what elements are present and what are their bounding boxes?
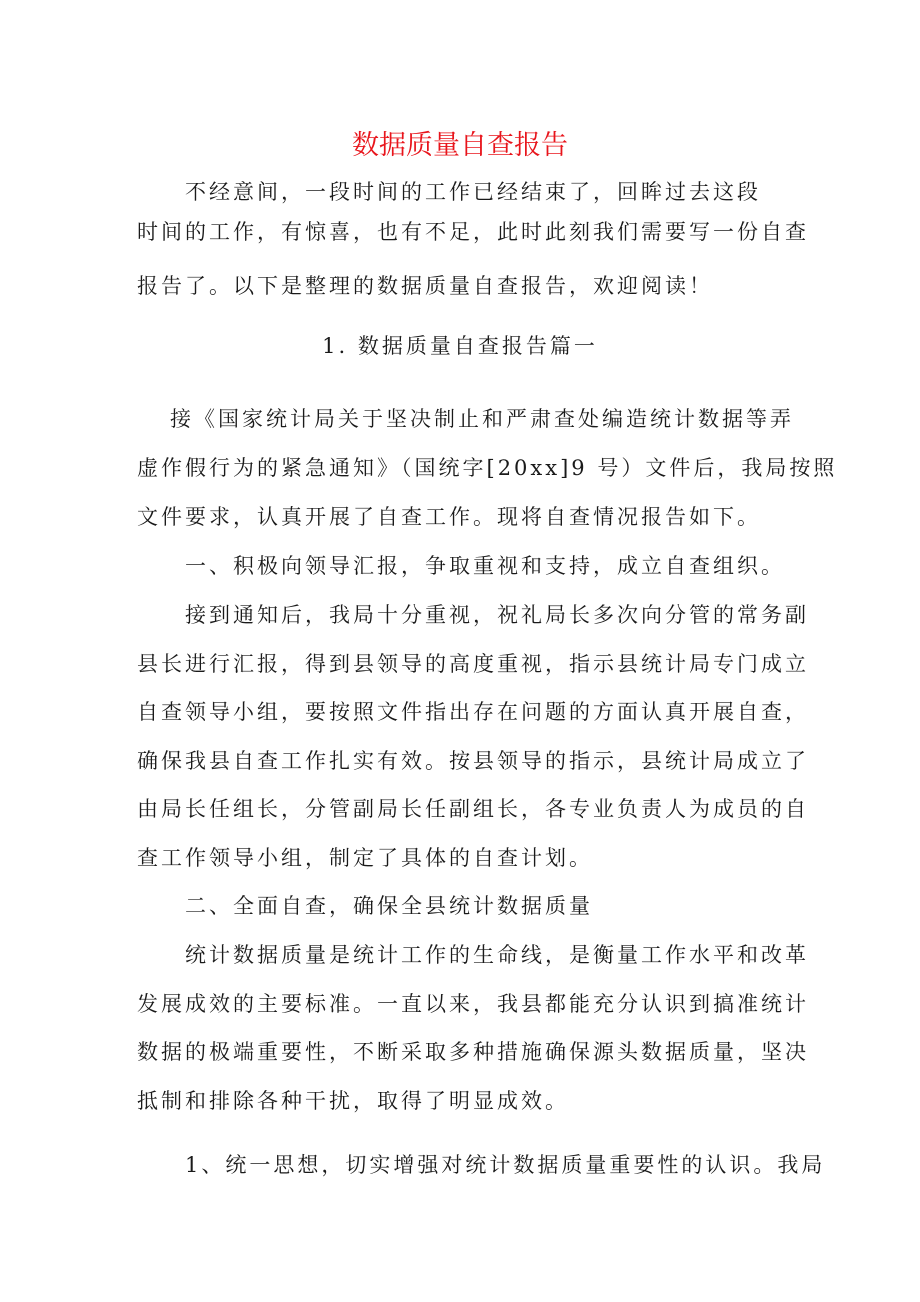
body-line-8: 确保我县自查工作扎实有效。按县领导的指示，县统计局成立了 — [137, 749, 809, 773]
intro-line-3: 报告了。以下是整理的数据质量自查报告，欢迎阅读！ — [137, 274, 713, 298]
body-line-7: 自查领导小组，要按照文件指出存在问题的方面认真开展自查， — [137, 700, 809, 724]
body-line-11: 二、全面自查，确保全县统计数据质量 — [185, 894, 593, 918]
section-heading: 1. 数据质量自查报告篇一 — [322, 334, 598, 358]
body-line-12: 统计数据质量是统计工作的生命线，是衡量工作水平和改革 — [185, 943, 809, 967]
body-line-4: 一、积极向领导汇报，争取重视和支持，成立自查组织。 — [185, 554, 785, 578]
body-line-10: 查工作领导小组，制定了具体的自查计划。 — [137, 846, 593, 870]
document-title: 数据质量自查报告 — [352, 130, 568, 161]
body-line-3: 文件要求，认真开展了自查工作。现将自查情况报告如下。 — [137, 505, 761, 529]
body-line-9: 由局长任组长，分管副局长任副组长，各专业负责人为成员的自 — [137, 797, 809, 821]
intro-line-2: 时间的工作，有惊喜，也有不足，此时此刻我们需要写一份自查 — [137, 220, 809, 244]
body-line-2: 虚作假行为的紧急通知》（国统字[20xx]9 号）文件后，我局按照 — [137, 456, 838, 480]
body-line-14: 数据的极端重要性，不断采取多种措施确保源头数据质量，坚决 — [137, 1040, 809, 1064]
intro-line-1: 不经意间，一段时间的工作已经结束了，回眸过去这段 — [185, 180, 761, 204]
body-line-15: 抵制和排除各种干扰，取得了明显成效。 — [137, 1089, 569, 1113]
body-line-5: 接到通知后，我局十分重视，祝礼局长多次向分管的常务副 — [185, 603, 809, 627]
body-line-16: 1、统一思想，切实增强对统计数据质量重要性的认识。我局 — [185, 1153, 826, 1177]
body-line-1: 接《国家统计局关于坚决制止和严肃查处编造统计数据等弄 — [170, 407, 794, 431]
body-line-6: 县长进行汇报，得到县领导的高度重视，指示县统计局专门成立 — [137, 652, 809, 676]
body-line-13: 发展成效的主要标准。一直以来，我县都能充分认识到搞准统计 — [137, 992, 809, 1016]
